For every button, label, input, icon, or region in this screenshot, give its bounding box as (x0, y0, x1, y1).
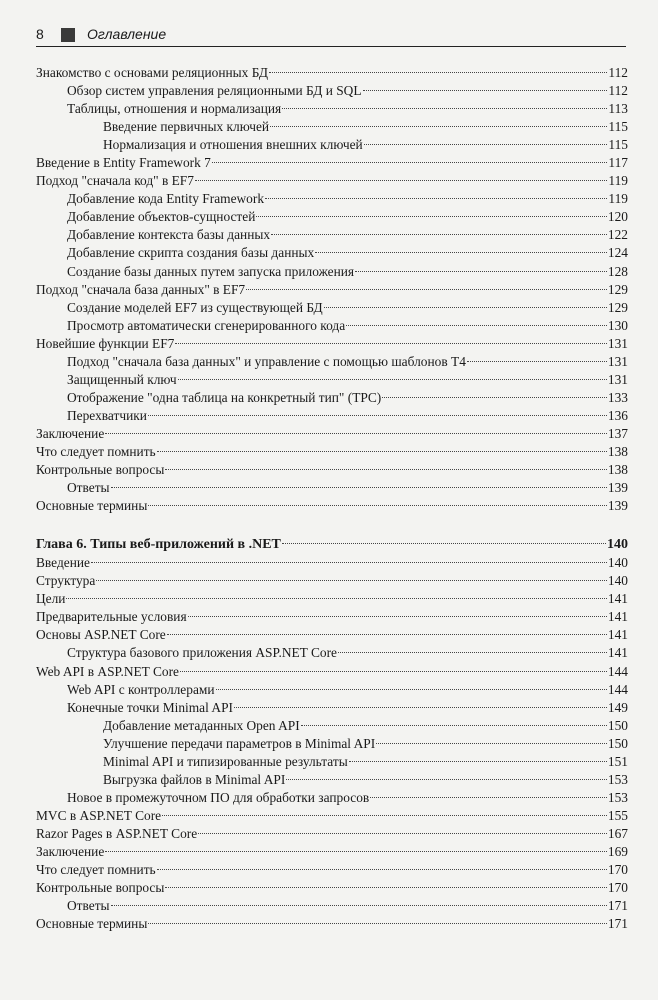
toc-entry-page: 153 (607, 771, 628, 787)
dot-leader (66, 598, 606, 599)
dot-leader (301, 725, 607, 726)
toc-entry-page: 141 (607, 591, 628, 607)
toc-entry-title: Подход "сначала база данных" и управление с помощью шаблонов T4 (67, 353, 466, 369)
dot-leader (269, 72, 607, 73)
dot-leader (271, 234, 607, 235)
toc-entry (36, 154, 628, 172)
toc-entry-title: Улучшение передачи параметров в Minimal API (103, 735, 376, 751)
toc-entry (36, 371, 628, 389)
toc-entry (36, 100, 628, 118)
toc-entry (36, 717, 628, 735)
toc-entry-title: Введение первичных ключей (103, 119, 270, 135)
toc-entry (36, 281, 628, 299)
toc-entry-title: Нормализация и отношения внешних ключей (103, 137, 363, 153)
toc-entry-page: 151 (607, 753, 628, 769)
toc-entry-title: Ответы (67, 898, 110, 914)
dot-leader (157, 451, 607, 452)
toc-entry-page: 122 (607, 227, 628, 243)
toc-entry-title: Добавление объектов-сущностей (67, 209, 256, 225)
toc-entry-title: Добавление метаданных Open API (103, 717, 300, 733)
dot-leader (111, 487, 607, 488)
toc-entry-page: 128 (607, 263, 628, 279)
toc-entry-title: Web API с контроллерами (67, 681, 215, 697)
toc-entry-title: Цели (36, 591, 66, 607)
toc-entry-page: 131 (607, 371, 628, 387)
toc-entry (36, 861, 628, 879)
dot-leader (363, 90, 608, 91)
toc-entry-title: Добавление контекста базы данных (67, 227, 271, 243)
dot-leader (162, 815, 607, 816)
dot-leader (91, 562, 607, 563)
dot-leader (370, 797, 607, 798)
toc-entry-title: Структура базового приложения ASP.NET Core (67, 645, 337, 661)
toc-entry-page: 144 (607, 663, 628, 679)
toc-entry-page: 117 (608, 155, 628, 171)
toc-entry (36, 190, 628, 208)
toc-entry-title: MVC в ASP.NET Core (36, 807, 162, 823)
toc-entry-page: 139 (607, 480, 628, 496)
toc-entry (36, 879, 628, 897)
toc-entry (36, 897, 628, 915)
dot-leader (364, 144, 608, 145)
toc-entry-page: 150 (607, 717, 628, 733)
toc-entry-title: Что следует помнить (36, 443, 156, 459)
header-square-icon (61, 28, 75, 42)
toc-entry-page: 167 (607, 825, 628, 841)
toc-entry-page: 171 (607, 916, 628, 932)
toc-entry (36, 771, 628, 789)
dot-leader (376, 743, 607, 744)
toc-entry-page: 140 (607, 537, 628, 553)
toc-entry (36, 608, 628, 626)
toc-entry-page: 155 (607, 807, 628, 823)
toc-entry (36, 407, 628, 425)
dot-leader (105, 433, 607, 434)
dot-leader (282, 108, 607, 109)
toc-entry-title: Контрольные вопросы (36, 462, 165, 478)
dot-leader (315, 252, 607, 253)
toc-entry (36, 136, 628, 154)
toc-entry-title: Обзор систем управления реляционными БД и SQL (67, 83, 362, 99)
toc-entry-page: 131 (607, 335, 628, 351)
toc-entry-page: 169 (607, 843, 628, 859)
toc-entry-page: 133 (607, 389, 628, 405)
toc-entry-page: 140 (607, 555, 628, 571)
toc-entry-page: 144 (607, 681, 628, 697)
toc-entry-page: 170 (607, 880, 628, 896)
toc-entry-title: Таблицы, отношения и нормализация (67, 101, 282, 117)
toc-entry-page: 112 (608, 65, 628, 80)
toc-entry-page: 137 (607, 425, 628, 441)
toc-entry-title: Основы ASP.NET Core (36, 627, 166, 643)
toc-entry-page: 141 (607, 645, 628, 661)
toc-entry (36, 497, 628, 515)
toc-entry (36, 317, 628, 335)
toc-entry-page: 139 (607, 498, 628, 514)
toc-chapter-heading (36, 536, 628, 554)
toc-entry (36, 64, 628, 82)
toc-entry (36, 644, 628, 662)
toc-entry-page: 115 (608, 137, 628, 153)
dot-leader (467, 361, 607, 362)
dot-leader (246, 289, 607, 290)
toc-entry (36, 389, 628, 407)
toc-entry-title: Контрольные вопросы (36, 880, 165, 896)
toc-entry (36, 299, 628, 317)
toc-entry-page: 138 (607, 462, 628, 478)
toc-entry-page: 131 (607, 353, 628, 369)
table-of-contents (36, 64, 628, 933)
dot-leader (382, 397, 607, 398)
toc-entry-title: Создание базы данных путем запуска приложения (67, 263, 355, 279)
toc-entry-title: Основные термины (36, 498, 148, 514)
toc-entry (36, 479, 628, 497)
toc-entry (36, 626, 628, 644)
toc-entry-page: 138 (607, 443, 628, 459)
toc-entry-title: Заключение (36, 843, 105, 859)
dot-leader (338, 652, 607, 653)
toc-entry (36, 425, 628, 443)
dot-leader (198, 833, 607, 834)
dot-leader (165, 469, 607, 470)
toc-entry-page: 119 (608, 191, 628, 207)
toc-entry-title: Что следует помнить (36, 862, 156, 878)
toc-entry (36, 335, 628, 353)
dot-leader (175, 343, 607, 344)
dot-leader (188, 616, 607, 617)
dot-leader (180, 671, 607, 672)
dot-leader (282, 543, 606, 544)
toc-entry-title: Отображение "одна таблица на конкретный тип" (TPC) (67, 389, 382, 405)
dot-leader (265, 198, 607, 199)
toc-entry-page: 119 (608, 173, 628, 189)
toc-entry-page: 129 (607, 299, 628, 315)
toc-entry (36, 353, 628, 371)
toc-entry-page: 136 (607, 407, 628, 423)
toc-entry-title: Новое в промежуточном ПО для обработки запросов (67, 789, 370, 805)
toc-entry (36, 915, 628, 933)
dot-leader (212, 162, 608, 163)
toc-entry-page: 124 (607, 245, 628, 261)
toc-entry-page: 129 (607, 281, 628, 297)
toc-entry-title: Заключение (36, 425, 105, 441)
toc-entry (36, 843, 628, 861)
toc-entry-page: 113 (608, 101, 628, 117)
dot-leader (355, 271, 607, 272)
header-title: Оглавление (87, 26, 167, 42)
toc-entry (36, 789, 628, 807)
toc-entry-title: Глава 6. Типы веб-приложений в .NET (36, 537, 281, 553)
dot-leader (96, 580, 607, 581)
toc-entry (36, 590, 628, 608)
toc-entry (36, 807, 628, 825)
toc-entry-title: Предварительные условия (36, 609, 187, 625)
toc-entry-page: 115 (608, 119, 628, 135)
toc-entry (36, 118, 628, 136)
toc-entry-title: Добавление кода Entity Framework (67, 191, 265, 207)
dot-leader (346, 325, 607, 326)
toc-entry (36, 263, 628, 281)
toc-entry-title: Добавление скрипта создания базы данных (67, 245, 315, 261)
toc-entry (36, 753, 628, 771)
dot-leader (324, 307, 607, 308)
toc-entry (36, 572, 628, 590)
toc-entry (36, 461, 628, 479)
dot-leader (167, 634, 607, 635)
dot-leader (286, 779, 607, 780)
toc-entry-title: Выгрузка файлов в Minimal API (103, 771, 286, 787)
dot-leader (216, 689, 607, 690)
toc-entry-title: Введение в Entity Framework 7 (36, 155, 211, 171)
toc-entry (36, 244, 628, 262)
toc-entry (36, 554, 628, 572)
dot-leader (111, 905, 607, 906)
toc-entry-title: Перехватчики (67, 407, 147, 423)
toc-entry (36, 82, 628, 100)
running-header (36, 26, 626, 47)
dot-leader (157, 869, 607, 870)
toc-entry-title: Структура (36, 573, 96, 589)
dot-leader (165, 887, 607, 888)
toc-entry-page: 141 (607, 627, 628, 643)
toc-entry-title: Ответы (67, 480, 110, 496)
toc-entry-title: Знакомство с основами реляционных БД (36, 65, 269, 80)
toc-entry (36, 735, 628, 753)
dot-leader (105, 851, 607, 852)
dot-leader (349, 761, 607, 762)
toc-entry-title: Подход "сначала база данных" в EF7 (36, 281, 246, 297)
toc-entry-title: Основные термины (36, 916, 148, 932)
toc-entry-page: 150 (607, 735, 628, 751)
dot-leader (148, 923, 607, 924)
toc-entry (36, 699, 628, 717)
dot-leader (148, 415, 607, 416)
toc-entry (36, 208, 628, 226)
toc-entry-title: Подход "сначала код" в EF7 (36, 173, 194, 189)
toc-entry-page: 170 (607, 862, 628, 878)
toc-entry (36, 825, 628, 843)
toc-entry-page: 141 (607, 609, 628, 625)
toc-entry (36, 226, 628, 244)
dot-leader (195, 180, 607, 181)
dot-leader (178, 379, 607, 380)
toc-entry-title: Web API в ASP.NET Core (36, 663, 179, 679)
toc-entry-page: 140 (607, 573, 628, 589)
page-number: 8 (36, 26, 44, 42)
toc-entry-page: 112 (608, 83, 628, 99)
toc-entry (36, 663, 628, 681)
toc-entry-title: Minimal API и типизированные результаты (103, 753, 348, 769)
toc-entry (36, 443, 628, 461)
toc-entry-title: Конечные точки Minimal API (67, 699, 234, 715)
toc-entry-page: 149 (607, 699, 628, 715)
toc-entry-title: Введение (36, 555, 90, 571)
toc-entry-page: 120 (607, 209, 628, 225)
toc-entry-page: 171 (607, 898, 628, 914)
toc-entry-title: Просмотр автоматически сгенерированного кода (67, 317, 346, 333)
dot-leader (234, 707, 607, 708)
dot-leader (256, 216, 607, 217)
toc-entry-title: Защищенный ключ (67, 371, 177, 387)
dot-leader (270, 126, 607, 127)
dot-leader (148, 505, 607, 506)
toc-entry-page: 153 (607, 789, 628, 805)
toc-entry-title: Razor Pages в ASP.NET Core (36, 825, 198, 841)
toc-entry-title: Создание моделей EF7 из существующей БД (67, 299, 323, 315)
toc-entry-page: 130 (607, 317, 628, 333)
toc-entry-title: Новейшие функции EF7 (36, 335, 175, 351)
toc-entry (36, 681, 628, 699)
toc-entry (36, 172, 628, 190)
